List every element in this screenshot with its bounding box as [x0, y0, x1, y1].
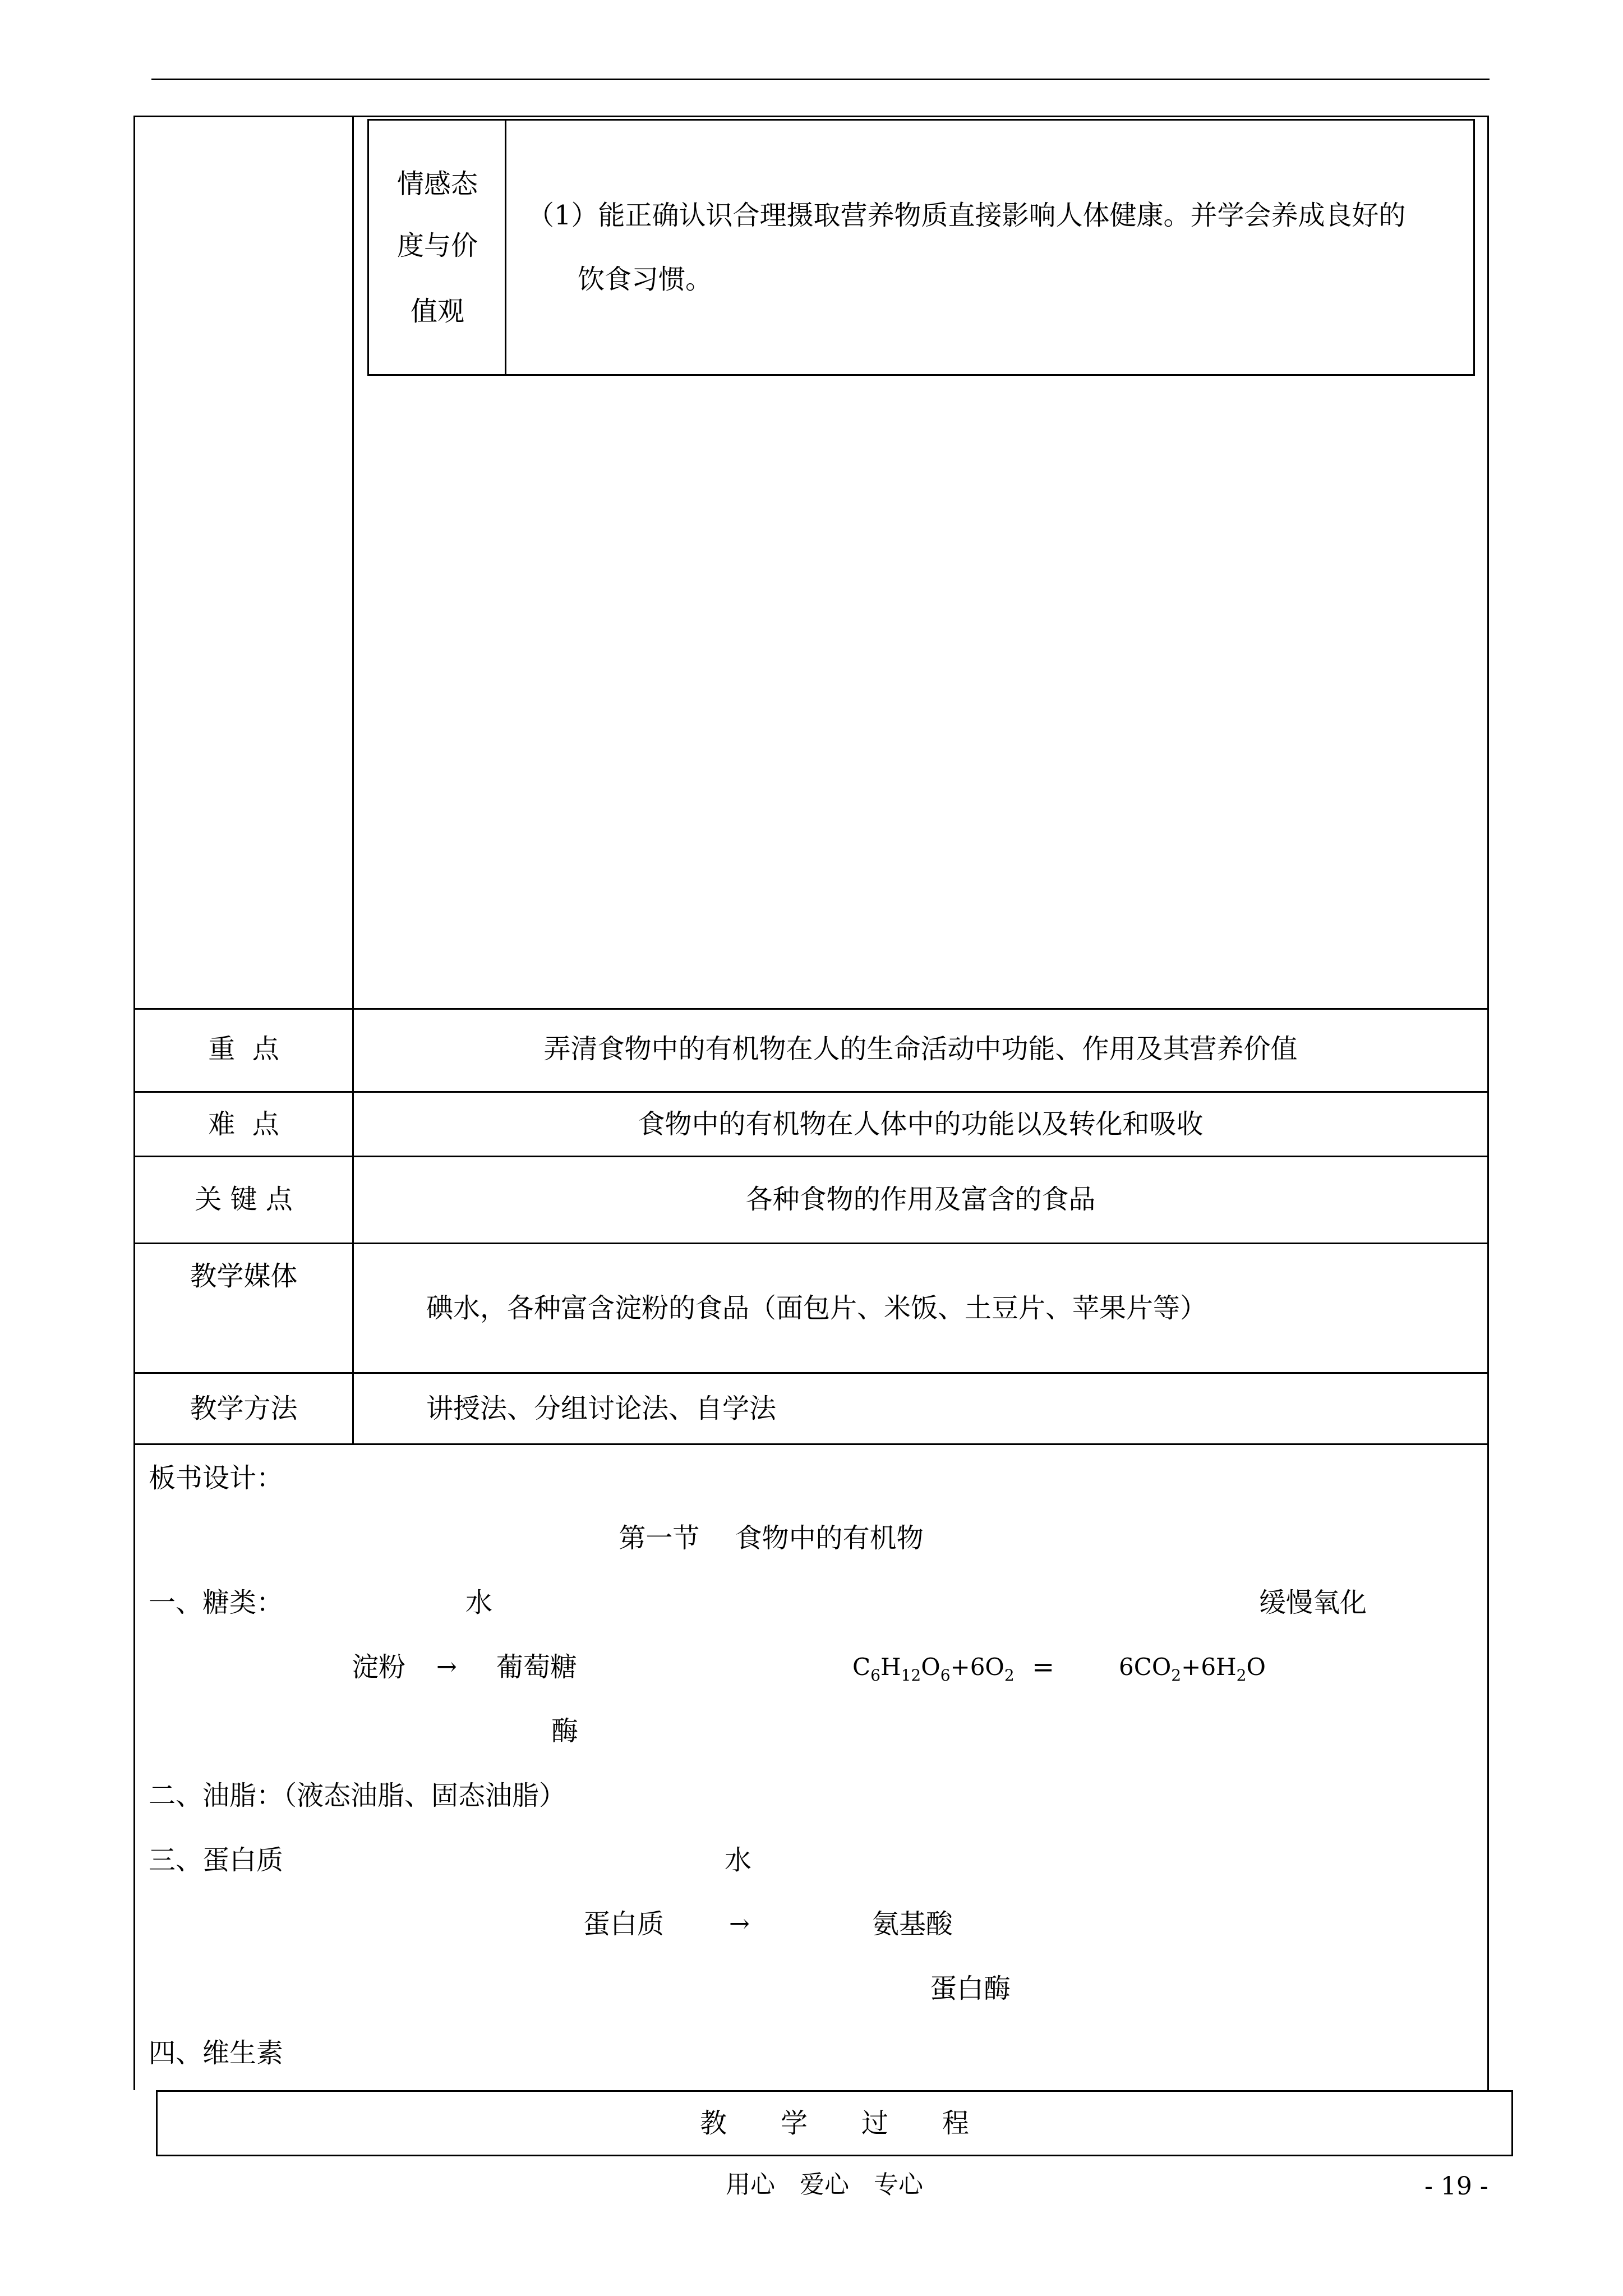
row-border-board-top: [133, 1443, 1489, 1445]
row-border-method-top: [133, 1372, 1489, 1374]
equation-equals: =: [1032, 1651, 1055, 1683]
oil-title: 二、油脂：（液态油脂、固态油脂）: [149, 1780, 566, 1811]
emotion-label-line-3: 值观: [410, 296, 464, 327]
protein-title: 三、蛋白质: [149, 1844, 284, 1876]
table-top-border: [133, 116, 1489, 117]
board-heading: 板书设计：: [149, 1462, 284, 1494]
row-border-difficulty-top: [133, 1091, 1489, 1093]
sugar-enzyme-label: 酶: [551, 1715, 579, 1747]
row-border-media-top: [133, 1243, 1489, 1244]
emotion-label-line-2: 度与价: [396, 230, 478, 261]
protein-label: 蛋白质: [583, 1908, 665, 1940]
emotion-table: [367, 119, 1475, 376]
table-left-border: [133, 116, 135, 2090]
protein-water-label: 水: [725, 1844, 752, 1876]
crucial-value: 各种食物的作用及富含的食品: [745, 1184, 1096, 1215]
header-rule: [151, 79, 1490, 80]
media-value: 碘水，各种富含淀粉的食品（面包片、米饭、土豆片、苹果片等）: [426, 1292, 1207, 1324]
media-label: 教学媒体: [190, 1260, 298, 1292]
protein-to-amino-arrow: →: [729, 1910, 750, 1938]
protease-label: 蛋白酶: [930, 1973, 1011, 2004]
teaching-process-title: 教 学 过 程: [699, 2108, 969, 2139]
footer-motto: 用心 爱心 专心: [726, 2170, 923, 2199]
page-number: - 19 -: [1424, 2172, 1488, 2201]
table-right-border: [1487, 116, 1489, 2090]
difficulty-label: 难 点: [208, 1108, 279, 1140]
starch-label: 淀粉: [352, 1651, 406, 1683]
glucose-label: 葡萄糖: [496, 1651, 578, 1683]
glucose-formula: $C_6H_{12}O_6+6O_2$: [852, 1653, 1015, 1685]
emotion-label-line-1: 情感态: [396, 168, 478, 200]
amino-acid-label: 氨基酸: [872, 1908, 953, 1940]
sugar-title: 一、糖类：: [149, 1587, 284, 1618]
key-points-value: 弄清食物中的有机物在人的生命活动中功能、作用及其营养价值: [543, 1033, 1298, 1065]
crucial-label: 关 键 点: [195, 1184, 293, 1215]
row-border-crucial-top: [133, 1156, 1489, 1157]
sugar-water-label: 水: [465, 1587, 493, 1618]
slow-oxidation-label: 缓慢氧化: [1259, 1587, 1367, 1618]
starch-to-glucose-arrow: →: [436, 1653, 457, 1681]
oxidation-products-formula: $6CO_2+6H_2O$: [1119, 1653, 1266, 1685]
vitamin-title: 四、维生素: [149, 2037, 284, 2069]
key-points-label: 重 点: [208, 1033, 279, 1065]
row-border-key-points-top: [133, 1008, 1489, 1010]
difficulty-value: 食物中的有机物在人体中的功能以及转化和吸收: [638, 1108, 1204, 1140]
board-section-title: 第一节 食物中的有机物: [619, 1522, 924, 1554]
method-label: 教学方法: [190, 1393, 298, 1424]
method-value: 讲授法、分组讨论法、自学法: [426, 1393, 777, 1424]
emotion-table-divider: [505, 119, 506, 376]
label-column-divider: [352, 116, 354, 1445]
emotion-item-line-2: 饮食习惯。: [578, 264, 713, 295]
emotion-item-line-1: （1）能正确认识合理摄取营养物质直接影响人体健康。并学会养成良好的: [527, 200, 1406, 231]
